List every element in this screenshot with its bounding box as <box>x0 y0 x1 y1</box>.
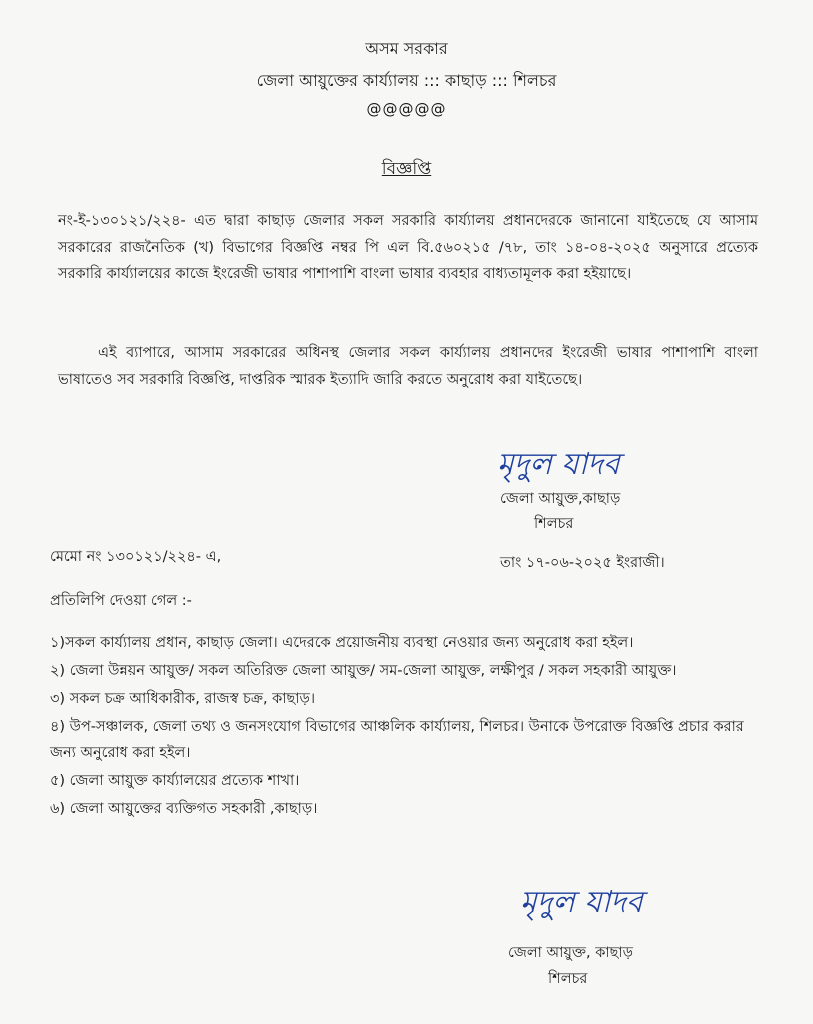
copy-list <box>50 630 750 824</box>
signature-1: মৃদুল যাদব <box>497 447 620 482</box>
notice-paragraph-2: এই ব্যাপারে, আসাম সরকারের অধিনস্থ জেলার সকল কার্য্যালয় প্রধানদের ইংরেজী ভাষার পাশাপাশি বাংলা ভাষাতেও সব সরকারি বিজ্ঞপ্তি, দাপ্তরিক স্মারক ইত্যাদি জারি করতে অনুরোধ করা যাইতেছে। <box>58 345 758 388</box>
office-name: জেলা আয়ুক্তের কার্য্যালয় ::: কাছাড় ::: শিলচর <box>256 71 557 90</box>
header-separator: @@@@@ <box>366 100 447 118</box>
memo-date: তাং ১৭-০৬-২০২৫ ইংরাজী। <box>500 555 665 571</box>
list-item: ১)সকল কার্য্যালয় প্রধান, কাছাড় জেলা। এদেরকে প্রয়োজনীয় ব্যবস্থা নেওয়ার জন্য অনুরোধ করা হইল। <box>50 635 634 651</box>
memo-number: মেমো নং ১৩০১২১/২২৪- এ, <box>50 549 222 565</box>
list-item: ২) জেলা উন্নয়ন আয়ুক্ত/ সকল অতিরিক্ত জেলা আয়ুক্ত/ সম-জেলা আয়ুক্ত, লক্ষীপুর / সকল সহকারী আয়ুক্ত। <box>50 663 677 679</box>
signatory-designation-1: জেলা আয়ুক্ত,কাছাড় <box>500 491 621 507</box>
signatory-place-1: শিলচর <box>534 516 574 532</box>
list-item: ৩) সকল চক্র আধিকারীক, রাজস্ব চক্র, কাছাড়। <box>50 691 316 707</box>
signatory-place-2: শিলচর <box>548 971 588 987</box>
signatory-designation-2: জেলা আয়ুক্ত, কাছাড় <box>508 945 633 961</box>
signature-2: মৃদুল যাদব <box>520 885 643 920</box>
list-item: ৬) জেলা আয়ুক্তের ব্যক্তিগত সহকারী ,কাছাড়। <box>50 801 318 817</box>
government-name: অসম সরকার <box>365 39 448 58</box>
notice-paragraph-1: নং-ই-১৩০১২১/২২৪- এত দ্বারা কাছাড় জেলার সকল সরকারি কার্য্যালয় প্রধানদেরকে জানানো যাইতেছে যে আসাম সরকারের রাজনৈতিক (খ) বিভাগের বিজ্ঞপ্তি নম্বর পি এল বি.৫৬০২১৫ /৭৮, তাং ১৪-০৪-২০২৫ অনুসারে প্রত্যেক সরকারি কার্য্যালয়ের কাজে ইংরেজী ভাষার পাশাপাশি বাংলা ভাষার ব্যবহার বাধ্যতামূলক করা হইয়াছে। <box>58 213 758 282</box>
copy-heading: প্রতিলিপি দেওয়া গেল :- <box>50 593 192 609</box>
notice-title: বিজ্ঞপ্তি <box>381 159 432 179</box>
list-item: ৫) জেলা আয়ুক্ত কার্য্যালয়ের প্রত্যেক শাখা। <box>50 773 300 789</box>
list-item: ৪) উপ-সঞ্চালক, জেলা তথ্য ও জনসংযোগ বিভাগের আঞ্চলিক কার্য্যালয়, শিলচর। উনাকে উপরোক্ত বিজ্ঞপ্তি প্রচার করার জন্য অনুরোধ করা হইল। <box>50 719 744 761</box>
